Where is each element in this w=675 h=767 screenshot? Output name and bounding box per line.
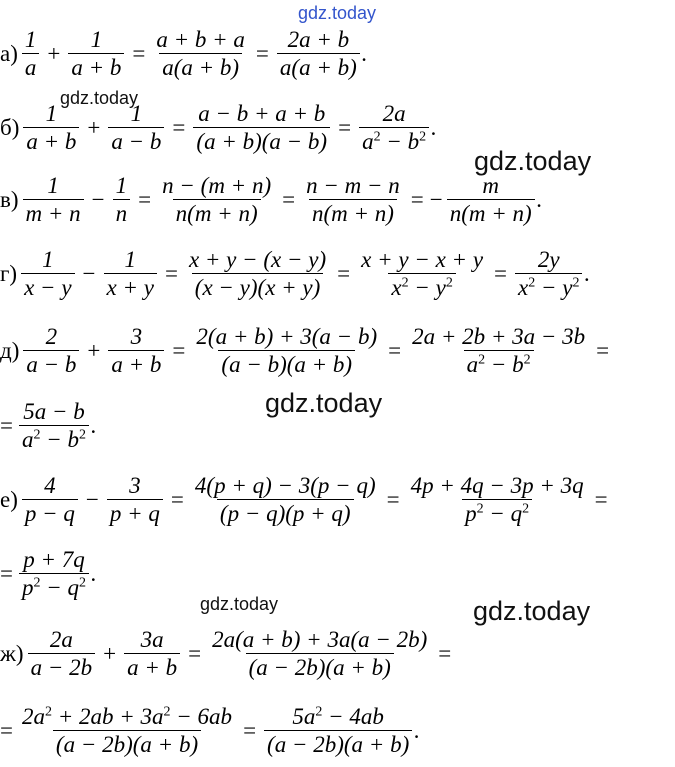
watermark: gdz.today bbox=[265, 388, 383, 418]
fraction: $\frac{3a}{a + b}$ bbox=[124, 628, 180, 679]
exercise-a: а) $\frac{1}{a}$ + $\frac{1}{a + b}$ = $\frac{a + b + a}{a(a + b)}$ = $\frac{2a + b}{a(a + b)}$ . bbox=[0, 27, 368, 80]
fraction: $\frac{4}{p - q}$ bbox=[22, 474, 78, 525]
fraction: $\frac{2a + 2b + 3a - 3b}{a^2 - b^2}$ bbox=[412, 324, 586, 377]
fraction: $\frac{1}{a + b}$ bbox=[23, 102, 79, 153]
fraction: $\frac{4(p + q) - 3(p - q)}{(p - q)(p + q)}$ bbox=[194, 473, 376, 526]
exercise-zh: ж) $\frac{2a}{a - 2b}$ + $\frac{3a}{a + b}$ = $\frac{2a(a + b) + 3a(a - 2b)}{(a - 2b)(a + b)}$ = bbox=[0, 627, 452, 680]
exercise-zh-result: = $\frac{2a^2 + 2ab + 3a^2 - 6ab}{(a - 2b)(a + b)}$ = $\frac{5a^2 - 4ab}{(a - 2b)(a + b)}$ . bbox=[0, 704, 420, 757]
fraction: $\frac{2a}{a^2 - b^2}$ bbox=[359, 102, 429, 153]
fraction: $\frac{2a + b}{a(a + b)}$ bbox=[277, 28, 360, 79]
exercise-g: г) $\frac{1}{x - y}$ − $\frac{1}{x + y}$ = $\frac{x + y - (x - y)}{(x - y)(x + y)}$ = $\frac{x + y - x + y}{x^2 - y^2}$ = $\frac{2y}{x^2 - y^2}$ . bbox=[0, 247, 591, 300]
watermark: gdz.today bbox=[473, 596, 591, 626]
exercise-label: д) bbox=[0, 338, 20, 363]
exercise-label: ж) bbox=[0, 641, 24, 666]
fraction: $\frac{m}{n(m + n)}$ bbox=[447, 174, 535, 225]
exercise-e: е) $\frac{4}{p - q}$ − $\frac{3}{p + q}$ = $\frac{4(p + q) - 3(p - q)}{(p - q)(p + q)}$ = $\frac{4p + 4q - 3p + 3q}{p^2 - q^2}$ = bbox=[0, 473, 608, 526]
exercise-d-result: = $\frac{5a - b}{a^2 - b^2}$ . bbox=[0, 399, 97, 452]
exercise-e-result: = $\frac{p + 7q}{p^2 - q^2}$ . bbox=[0, 547, 97, 600]
fraction: $\frac{5a^2 - 4ab}{(a - 2b)(a + b)}$ bbox=[264, 705, 412, 756]
fraction: $\frac{4p + 4q - 3p + 3q}{p^2 - q^2}$ bbox=[410, 473, 584, 526]
exercise-d: д) $\frac{2}{a - b}$ + $\frac{3}{a + b}$ = $\frac{2(a + b) + 3(a - b)}{(a - b)(a + b)}$ = $\frac{2a + 2b + 3a - 3b}{a^2 - b^2}$ = bbox=[0, 324, 610, 377]
exercise-label: в) bbox=[0, 187, 19, 212]
fraction: $\frac{n - (m + n)}{n(m + n)}$ bbox=[162, 173, 272, 226]
exercise-label: а) bbox=[0, 41, 18, 66]
fraction: $\frac{1}{a}$ bbox=[22, 28, 40, 79]
fraction: $\frac{2(a + b) + 3(a - b)}{(a - b)(a + b)}$ bbox=[196, 324, 378, 377]
fraction: $\frac{a + b + a}{a(a + b)}$ bbox=[156, 27, 245, 80]
fraction: $\frac{a - b + a + b}{(a + b)(a - b)}$ bbox=[193, 102, 330, 153]
fraction: $\frac{1}{x - y}$ bbox=[21, 248, 74, 299]
watermark: gdz.today bbox=[60, 88, 139, 108]
fraction: $\frac{p + 7q}{p^2 - q^2}$ bbox=[19, 548, 89, 599]
fraction: $\frac{3}{a + b}$ bbox=[108, 325, 164, 376]
fraction: $\frac{1}{m + n}$ bbox=[23, 174, 84, 225]
fraction: $\frac{x + y - (x - y)}{(x - y)(x + y)}$ bbox=[188, 247, 327, 300]
watermark: gdz.today bbox=[200, 594, 279, 614]
fraction: $\frac{1}{n}$ bbox=[113, 174, 131, 225]
exercise-label: е) bbox=[0, 487, 18, 512]
watermark: gdz.today bbox=[474, 146, 592, 176]
fraction: $\frac{2a^2 + 2ab + 3a^2 - 6ab}{(a - 2b)(a + b)}$ bbox=[21, 704, 233, 757]
watermark-top: gdz.today bbox=[298, 3, 377, 23]
fraction: $\frac{5a - b}{a^2 - b^2}$ bbox=[19, 400, 89, 451]
fraction: $\frac{1}{a + b}$ bbox=[68, 28, 124, 79]
exercise-label: г) bbox=[0, 261, 18, 286]
fraction: $\frac{2a(a + b) + 3a(a - 2b)}{(a - 2b)(a + b)}$ bbox=[212, 627, 428, 680]
fraction: $\frac{1}{x + y}$ bbox=[104, 248, 157, 299]
fraction: $\frac{2a}{a - 2b}$ bbox=[28, 628, 96, 679]
fraction: $\frac{2}{a - b}$ bbox=[23, 325, 79, 376]
exercise-label: б) bbox=[0, 115, 20, 140]
exercise-v: в) $\frac{1}{m + n}$ − $\frac{1}{n}$ = $\frac{n - (m + n)}{n(m + n)}$ = $\frac{n - m - n}{n(m + n)}$ = − $\frac{m}{n(m + n)}$ . bbox=[0, 173, 543, 226]
fraction: $\frac{x + y - x + y}{x^2 - y^2}$ bbox=[361, 247, 484, 300]
exercise-b: б) $\frac{1}{a + b}$ + $\frac{1}{a - b}$ = $\frac{a - b + a + b}{(a + b)(a - b)}$ = $\frac{2a}{a^2 - b^2}$ . bbox=[0, 101, 437, 154]
fraction: $\frac{3}{p + q}$ bbox=[107, 474, 163, 525]
fraction: $\frac{n - m - n}{n(m + n)}$ bbox=[306, 173, 400, 226]
fraction: $\frac{1}{a - b}$ bbox=[108, 102, 164, 153]
fraction: $\frac{2y}{x^2 - y^2}$ bbox=[515, 248, 582, 299]
